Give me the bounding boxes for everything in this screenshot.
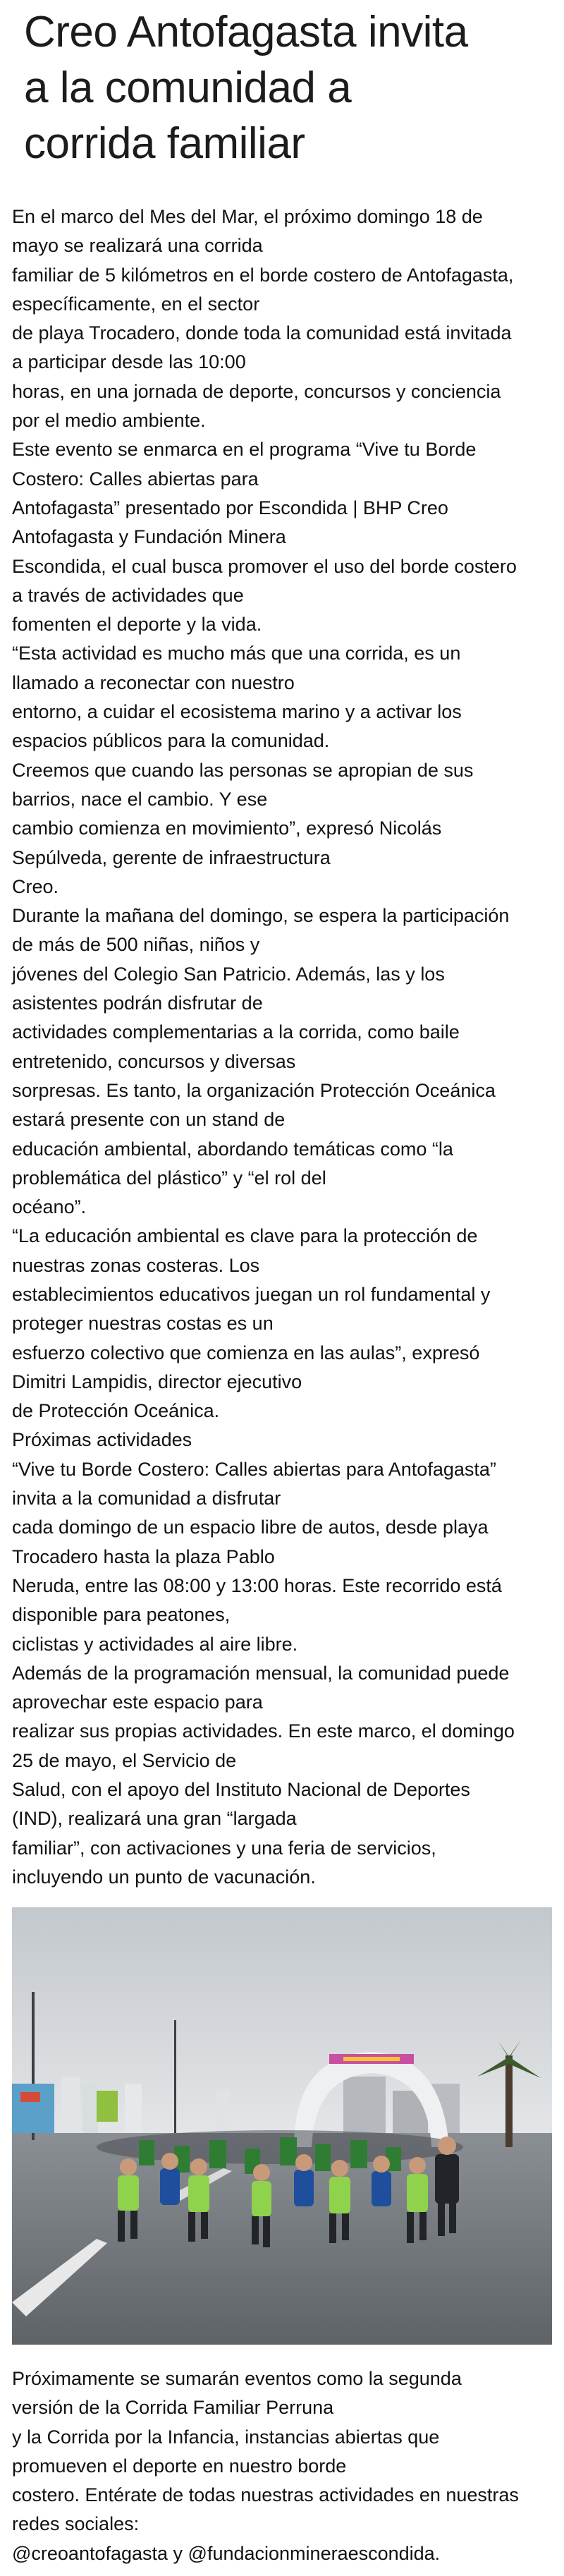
title-line: a la comunidad a xyxy=(24,63,352,112)
paragraph-line: cambio comienza en movimiento”, expresó Nicolás xyxy=(12,818,442,839)
title-line: Creo Antofagasta invita xyxy=(24,8,468,56)
paragraph-line: Salud, con el apoyo del Instituto Nacional de Deportes xyxy=(12,1779,470,1801)
paragraph-line: específicamente, en el sector xyxy=(12,293,260,315)
paragraph-line: costero. Entérate de todas nuestras actividades en nuestras xyxy=(12,2484,519,2506)
paragraph-line: y la Corrida por la Infancia, instancias abiertas que xyxy=(12,2426,440,2448)
paragraph-line: invita a la comunidad a disfrutar xyxy=(12,1488,281,1509)
paragraph-line: llamado a reconectar con nuestro xyxy=(12,672,295,693)
paragraph-line: aprovechar este espacio para xyxy=(12,1691,263,1713)
article-body xyxy=(12,202,555,1892)
paragraph-line: nuestras zonas costeras. Los xyxy=(12,1254,260,1276)
paragraph-line: Costero: Calles abiertas para xyxy=(12,468,259,490)
paragraph-line: (IND), realizará una gran “largada xyxy=(12,1808,297,1830)
article-title xyxy=(24,4,546,171)
paragraph-line: familiar de 5 kilómetros en el borde costero de Antofagasta, xyxy=(12,264,514,286)
paragraph-line: Escondida, el cual busca promover el uso del borde costero xyxy=(12,555,517,577)
paragraph-line: versión de la Corrida Familiar Perruna xyxy=(12,2397,334,2419)
paragraph-line: incluyendo un punto de vacunación. xyxy=(12,1866,316,1888)
paragraph-line: @creoantofagasta y @fundacionmineraescondida. xyxy=(12,2542,441,2564)
paragraph-line: Próximas actividades xyxy=(12,1429,192,1451)
paragraph-line: proteger nuestras costas es un xyxy=(12,1313,274,1335)
paragraph-line: a participar desde las 10:00 xyxy=(12,351,246,373)
paragraph-line: promueven el deporte en nuestro borde xyxy=(12,2455,347,2477)
paragraph-line: de playa Trocadero, donde toda la comunidad está invitada xyxy=(12,322,512,344)
article-closing xyxy=(12,2364,555,2568)
paragraph-line: fomenten el deporte y la vida. xyxy=(12,614,262,636)
paragraph-line: familiar”, con activaciones y una feria de servicios, xyxy=(12,1837,436,1859)
paragraph-line: problemática del plástico” y “el rol del xyxy=(12,1167,326,1189)
paragraph-line: de Protección Oceánica. xyxy=(12,1400,220,1422)
paragraph-line: 25 de mayo, el Servicio de xyxy=(12,1749,237,1771)
paragraph-line: Creo. xyxy=(12,875,59,897)
paragraph-line: espacios públicos para la comunidad. xyxy=(12,730,330,752)
buildings xyxy=(343,2077,386,2133)
paragraph-line: mayo se realizará una corrida xyxy=(12,235,263,257)
paragraph-line: esfuerzo colectivo que comienza en las aulas”, expresó xyxy=(12,1342,480,1363)
paragraph-line: realizar sus propias actividades. En este marco, el domingo xyxy=(12,1720,515,1742)
event-photo xyxy=(12,1907,552,2345)
paragraph-line: “La educación ambiental es clave para la protección de xyxy=(12,1225,478,1247)
paragraph-line: sorpresas. Es tanto, la organización Protección Oceánica xyxy=(12,1079,496,1101)
paragraph-line: redes sociales: xyxy=(12,2513,140,2535)
paragraph-line: Antofagasta” presentado por Escondida | BHP Creo xyxy=(12,497,448,518)
paragraph-line: jóvenes del Colegio San Patricio. Además, las y los xyxy=(12,963,445,985)
paragraph-line: asistentes podrán disfrutar de xyxy=(12,992,263,1014)
paragraph-line: Próximamente se sumarán eventos como la segunda xyxy=(12,2368,462,2389)
paragraph-line: actividades complementarias a la corrida, como baile xyxy=(12,1021,460,1043)
paragraph-line: Trocadero hasta la plaza Pablo xyxy=(12,1545,275,1567)
paragraph-line: ciclistas y actividades al aire libre. xyxy=(12,1633,298,1655)
race-photo-illustration xyxy=(12,1907,552,2345)
paragraph-line: Sepúlveda, gerente de infraestructura xyxy=(12,846,331,868)
paragraph-line: entretenido, concursos y diversas xyxy=(12,1050,296,1072)
paragraph-line: Este evento se enmarca en el programa “Vive tu Borde xyxy=(12,439,477,461)
paragraph-line: a través de actividades que xyxy=(12,584,244,606)
paragraph-line: establecimientos educativos juegan un rol fundamental y xyxy=(12,1283,491,1305)
paragraph-line: cada domingo de un espacio libre de autos, desde playa xyxy=(12,1517,489,1538)
paragraph-line: educación ambiental, abordando temáticas como “la xyxy=(12,1138,453,1160)
paragraph-line: Dimitri Lampidis, director ejecutivo xyxy=(12,1371,302,1392)
paragraph-line: estará presente con un stand de xyxy=(12,1109,286,1131)
paragraph-line: de más de 500 niñas, niños y xyxy=(12,934,260,956)
paragraph-line: entorno, a cuidar el ecosistema marino y a activar los xyxy=(12,701,462,723)
paragraph-line: “Vive tu Borde Costero: Calles abiertas para Antofagasta” xyxy=(12,1458,496,1480)
paragraph-line: barrios, nace el cambio. Y ese xyxy=(12,788,268,810)
paragraph-line: disponible para peatones, xyxy=(12,1604,231,1626)
title-line: corrida familiar xyxy=(24,119,305,168)
paragraph-line: Además de la programación mensual, la comunidad puede xyxy=(12,1662,510,1684)
lamp-post xyxy=(174,2020,176,2133)
paragraph-line: En el marco del Mes del Mar, el próximo domingo 18 de xyxy=(12,206,483,227)
paragraph-line: océano”. xyxy=(12,1196,87,1218)
paragraph-line: Durante la mañana del domingo, se espera la participación xyxy=(12,905,510,927)
paragraph-line: horas, en una jornada de deporte, concursos y conciencia xyxy=(12,380,501,402)
paragraph-line: Antofagasta y Fundación Minera xyxy=(12,526,286,548)
paragraph-line: Creemos que cuando las personas se apropian de sus xyxy=(12,759,474,781)
paragraph-line: por el medio ambiente. xyxy=(12,410,206,432)
paragraph-line: Neruda, entre las 08:00 y 13:00 horas. Este recorrido está xyxy=(12,1574,502,1596)
paragraph-line: “Esta actividad es mucho más que una corrida, es un xyxy=(12,643,461,664)
